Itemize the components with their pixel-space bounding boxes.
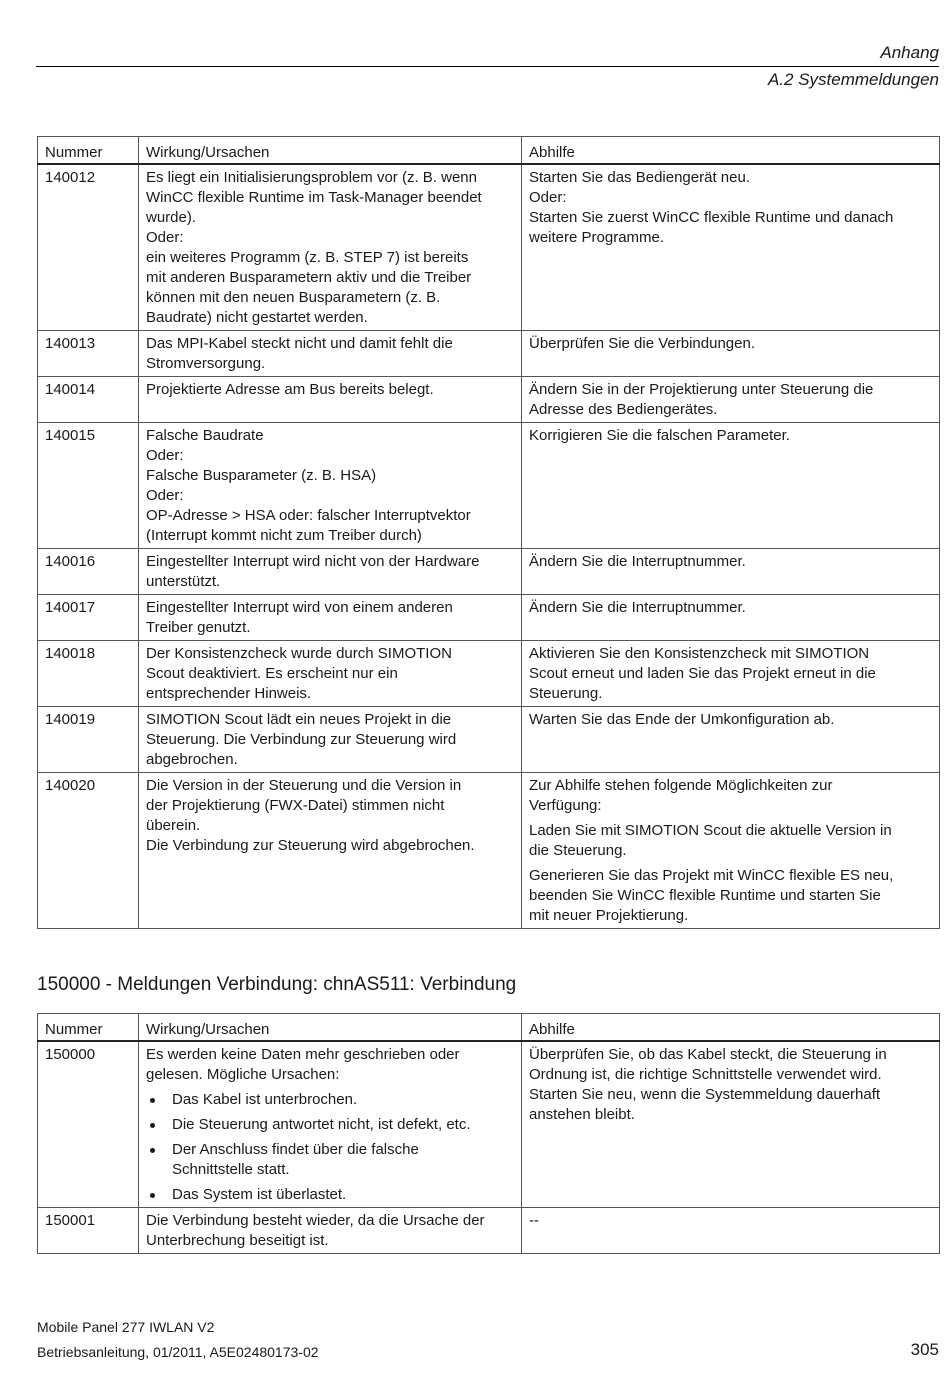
remedy-line: Verfügung: [529, 797, 602, 814]
message-effect [139, 549, 522, 595]
remedy-line: weitere Programme. [529, 229, 665, 246]
table-row [38, 707, 940, 773]
table-row [38, 595, 940, 641]
effect-line: SIMOTION Scout lädt ein neues Projekt in die [146, 711, 452, 728]
effect-line: überein. [146, 817, 201, 834]
message-remedy [522, 164, 940, 331]
effect-line: Falsche Busparameter (z. B. HSA) [146, 467, 377, 484]
effect-line: (Interrupt kommt nicht zum Treiber durch) [146, 527, 422, 544]
effect-line: Steuerung. Die Verbindung zur Steuerung wird [146, 731, 457, 748]
message-number: 140013 [38, 331, 139, 377]
cause-bullet-item [146, 1090, 515, 1110]
message-remedy [522, 1208, 940, 1254]
message-remedy [522, 641, 940, 707]
remedy-line: mit neuer Projektierung. [529, 907, 689, 924]
effect-line: Die Version in der Steuerung und die Version in [146, 777, 462, 794]
table-row [38, 164, 940, 331]
cause-bullet-item [146, 1115, 515, 1135]
effect-line: wurde). [146, 209, 197, 226]
effect-line: Falsche Baudrate [146, 427, 264, 444]
table-row [38, 549, 940, 595]
message-remedy [522, 331, 940, 377]
bullet-line: Schnittstelle statt. [172, 1161, 290, 1178]
message-number: 140018 [38, 641, 139, 707]
remedy-line: Adresse des Bediengerätes. [529, 401, 718, 418]
remedy-line: beenden Sie WinCC flexible Runtime und starten Sie [529, 887, 881, 904]
message-effect [139, 595, 522, 641]
table-row [38, 1208, 940, 1254]
effect-line: Es liegt ein Initialisierungsproblem vor (z. B. wenn [146, 169, 477, 186]
footer-manual: Betriebsanleitung, 01/2011, A5E02480173-02 [37, 1344, 319, 1360]
effect-line: gelesen. Mögliche Ursachen: [146, 1066, 340, 1083]
table-row [38, 331, 940, 377]
remedy-line: -- [529, 1212, 539, 1229]
remedy-line: Zur Abhilfe stehen folgende Möglichkeiten zur [529, 777, 833, 794]
effect-line: Eingestellter Interrupt wird von einem anderen [146, 599, 453, 616]
effect-line: Stromversorgung. [146, 355, 266, 372]
section-heading: A.2 Systemmeldungen [767, 70, 939, 89]
remedy-line: Ändern Sie die Interruptnummer. [529, 599, 746, 616]
message-number: 150001 [38, 1208, 139, 1254]
column-header-effect: Wirkung/Ursachen [139, 137, 522, 165]
table-header-row [38, 137, 940, 165]
effect-line: WinCC flexible Runtime im Task-Manager beendet [146, 189, 482, 206]
column-header-remedy: Abhilfe [522, 1014, 940, 1042]
message-remedy [522, 595, 940, 641]
remedy-line: Starten Sie das Bediengerät neu. [529, 169, 750, 186]
message-effect [139, 164, 522, 331]
bullet-line: Die Steuerung antwortet nicht, ist defekt, etc. [172, 1116, 471, 1133]
message-effect [139, 707, 522, 773]
effect-line: entsprechender Hinweis. [146, 685, 312, 702]
remedy-line: Laden Sie mit SIMOTION Scout die aktuelle Version in [529, 822, 892, 839]
message-table-150000 [37, 1013, 940, 1254]
effect-line: Es werden keine Daten mehr geschrieben oder [146, 1046, 460, 1063]
footer-product: Mobile Panel 277 IWLAN V2 [37, 1319, 215, 1335]
message-effect [139, 423, 522, 549]
effect-line: Unterbrechung beseitigt ist. [146, 1232, 329, 1249]
bullet-line: Das Kabel ist unterbrochen. [172, 1091, 358, 1108]
remedy-line: Steuerung. [529, 685, 603, 702]
message-number: 140012 [38, 164, 139, 331]
remedy-line: Ändern Sie die Interruptnummer. [529, 553, 746, 570]
message-remedy [522, 773, 940, 929]
effect-line: Die Verbindung besteht wieder, da die Ursache der [146, 1212, 485, 1229]
effect-line: Oder: [146, 487, 184, 504]
effect-line: können mit den neuen Busparametern (z. B. [146, 289, 441, 306]
cause-bullet-item [146, 1185, 515, 1205]
table-row [38, 641, 940, 707]
message-number: 140020 [38, 773, 139, 929]
message-remedy [522, 377, 940, 423]
message-effect [139, 1208, 522, 1254]
remedy-line: Generieren Sie das Projekt mit WinCC flexible ES neu, [529, 867, 894, 884]
remedy-line: Aktivieren Sie den Konsistenzcheck mit SIMOTION [529, 645, 870, 662]
bullet-line: Das System ist überlastet. [172, 1186, 347, 1203]
message-number: 140016 [38, 549, 139, 595]
message-number: 140019 [38, 707, 139, 773]
column-header-number: Nummer [38, 137, 139, 165]
effect-line: Der Konsistenzcheck wurde durch SIMOTION [146, 645, 452, 662]
remedy-line: Überprüfen Sie, ob das Kabel steckt, die Steuerung in [529, 1046, 887, 1063]
message-effect [139, 641, 522, 707]
effect-line: Die Verbindung zur Steuerung wird abgebrochen. [146, 837, 475, 854]
remedy-line: Überprüfen Sie die Verbindungen. [529, 335, 755, 352]
remedy-paragraph [529, 866, 933, 926]
chapter-heading: Anhang [880, 43, 939, 62]
effect-line: OP-Adresse > HSA oder: falscher Interruptvektor [146, 507, 471, 524]
remedy-line: Starten Sie zuerst WinCC flexible Runtime und danach [529, 209, 894, 226]
message-table-140000 [37, 136, 940, 929]
message-remedy [522, 549, 940, 595]
remedy-line: Starten Sie neu, wenn die Systemmeldung dauerhaft [529, 1086, 881, 1103]
remedy-line: Oder: [529, 189, 567, 206]
message-effect [139, 773, 522, 929]
cause-bullet-item [146, 1140, 515, 1180]
message-number: 140017 [38, 595, 139, 641]
effect-line: abgebrochen. [146, 751, 238, 768]
remedy-line: Scout erneut und laden Sie das Projekt erneut in die [529, 665, 876, 682]
message-number: 150000 [38, 1041, 139, 1208]
effect-line: Scout deaktiviert. Es erscheint nur ein [146, 665, 398, 682]
effect-line: mit anderen Busparametern aktiv und die Treiber [146, 269, 472, 286]
effect-line: Das MPI-Kabel steckt nicht und damit fehlt die [146, 335, 453, 352]
effect-line: unterstützt. [146, 573, 221, 590]
effect-line: Baudrate) nicht gestartet werden. [146, 309, 368, 326]
remedy-line: Korrigieren Sie die falschen Parameter. [529, 427, 790, 444]
remedy-line: die Steuerung. [529, 842, 627, 859]
table-row [38, 773, 940, 929]
message-number: 140014 [38, 377, 139, 423]
header-rule [36, 66, 939, 67]
effect-line: Eingestellter Interrupt wird nicht von der Hardware [146, 553, 480, 570]
message-remedy [522, 707, 940, 773]
message-remedy [522, 1041, 940, 1208]
message-number: 140015 [38, 423, 139, 549]
remedy-line: Ordnung ist, die richtige Schnittstelle verwendet wird. [529, 1066, 882, 1083]
section-title: 150000 - Meldungen Verbindung: chnAS511: Verbindung [37, 974, 517, 995]
effect-line: Treiber genutzt. [146, 619, 251, 636]
bullet-line: Der Anschluss findet über die falsche [172, 1141, 419, 1158]
column-header-number: Nummer [38, 1014, 139, 1042]
effect-line: der Projektierung (FWX-Datei) stimmen nicht [146, 797, 445, 814]
message-effect [139, 377, 522, 423]
column-header-remedy: Abhilfe [522, 137, 940, 165]
remedy-line: Warten Sie das Ende der Umkonfiguration ab. [529, 711, 835, 728]
table-header-row [38, 1014, 940, 1042]
page-number: 305 [910, 1340, 939, 1359]
effect-line: ein weiteres Programm (z. B. STEP 7) ist bereits [146, 249, 469, 266]
table-row [38, 1041, 940, 1208]
message-effect [139, 1041, 522, 1208]
message-effect [139, 331, 522, 377]
table-row [38, 423, 940, 549]
effect-line: Oder: [146, 229, 184, 246]
column-header-effect: Wirkung/Ursachen [139, 1014, 522, 1042]
remedy-line: Ändern Sie in der Projektierung unter Steuerung die [529, 381, 874, 398]
remedy-line: anstehen bleibt. [529, 1106, 635, 1123]
effect-line: Projektierte Adresse am Bus bereits belegt. [146, 381, 434, 398]
message-remedy [522, 423, 940, 549]
remedy-paragraph [529, 776, 933, 816]
remedy-paragraph [529, 821, 933, 861]
table-row [38, 377, 940, 423]
effect-line: Oder: [146, 447, 184, 464]
